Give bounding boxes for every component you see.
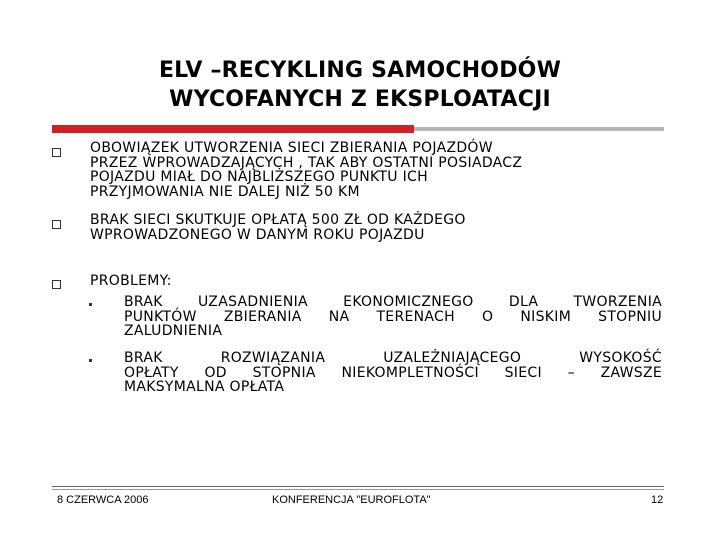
sub-1-line-1: BRAK UZASADNIENIA EKONOMICZNEGO DLA TWORZENIA xyxy=(124,294,662,310)
sub-bullet-dot-icon xyxy=(89,359,92,362)
bullet-paragraph-2 xyxy=(90,213,665,242)
sub-2-line-3: MAKSYMALNA OPŁATA xyxy=(124,379,285,395)
square-bullet-icon xyxy=(52,280,61,289)
bullet-1-line-2: PRZEZ WPROWADZAJĄCYCH , TAK ABY OSTATNI POSIADACZ xyxy=(90,154,523,171)
bullet-2-line-1: BRAK SIECI SKUTKUJE OPŁATĄ 500 ZŁ OD KAŻDEGO xyxy=(90,212,466,228)
footer-event: KONFERENCJA "EUROFLOTA" xyxy=(272,494,431,506)
bullet-1-line-3: POJAZDU MIAŁ DO NAJBLIŻSZEGO PUNKTU ICH xyxy=(90,169,428,185)
bullet-paragraph-1 xyxy=(90,141,665,199)
sub-bullet-paragraph-1 xyxy=(124,295,662,339)
title-underline-red xyxy=(52,125,414,133)
footer-divider xyxy=(52,486,664,487)
footer-page-number: 12 xyxy=(651,494,664,506)
slide-title-line-2: WYCOFANYCH Z EKSPLOATACJI xyxy=(169,87,551,112)
sub-2-line-2: OPŁATY OD STOPNIA NIEKOMPLETNOŚCI SIECI – ZAWSZE xyxy=(124,364,662,381)
sub-bullet-paragraph-2 xyxy=(124,351,662,395)
footer-divider-secondary xyxy=(52,489,664,490)
sub-bullet-dot-icon xyxy=(89,303,92,306)
bullet-2-line-2: WPROWADZONEGO W DANYM ROKU POJAZDU xyxy=(90,226,425,243)
sub-1-line-3: ZALUDNIENIA xyxy=(124,323,223,339)
square-bullet-icon xyxy=(52,148,61,157)
slide-title-line-1: ELV –RECYKLING SAMOCHODÓW xyxy=(158,58,562,83)
sub-1-line-2: PUNKTÓW ZBIERANIA NA TERENACH O NISKIM STOPNIU xyxy=(124,308,662,325)
bullet-1-line-1: OBOWIĄZEK UTWORZENIA SIECI ZBIERANIA POJAZDÓW xyxy=(90,140,493,156)
footer-date: 8 CZERWCA 2006 xyxy=(57,494,149,506)
title-underline-gray xyxy=(414,127,664,131)
bullet-paragraph-3 xyxy=(90,274,665,289)
square-bullet-icon xyxy=(52,220,61,229)
sub-2-line-1: BRAK ROZWIĄZANIA UZALEŻNIAJĄCEGO WYSOKOŚĆ xyxy=(124,350,662,366)
bullet-1-line-4: PRZYJMOWANIA NIE DALEJ NIŻ 50 KM xyxy=(90,183,360,200)
bullet-3-line-1: PROBLEMY: xyxy=(90,273,172,289)
slide-title xyxy=(60,56,660,114)
